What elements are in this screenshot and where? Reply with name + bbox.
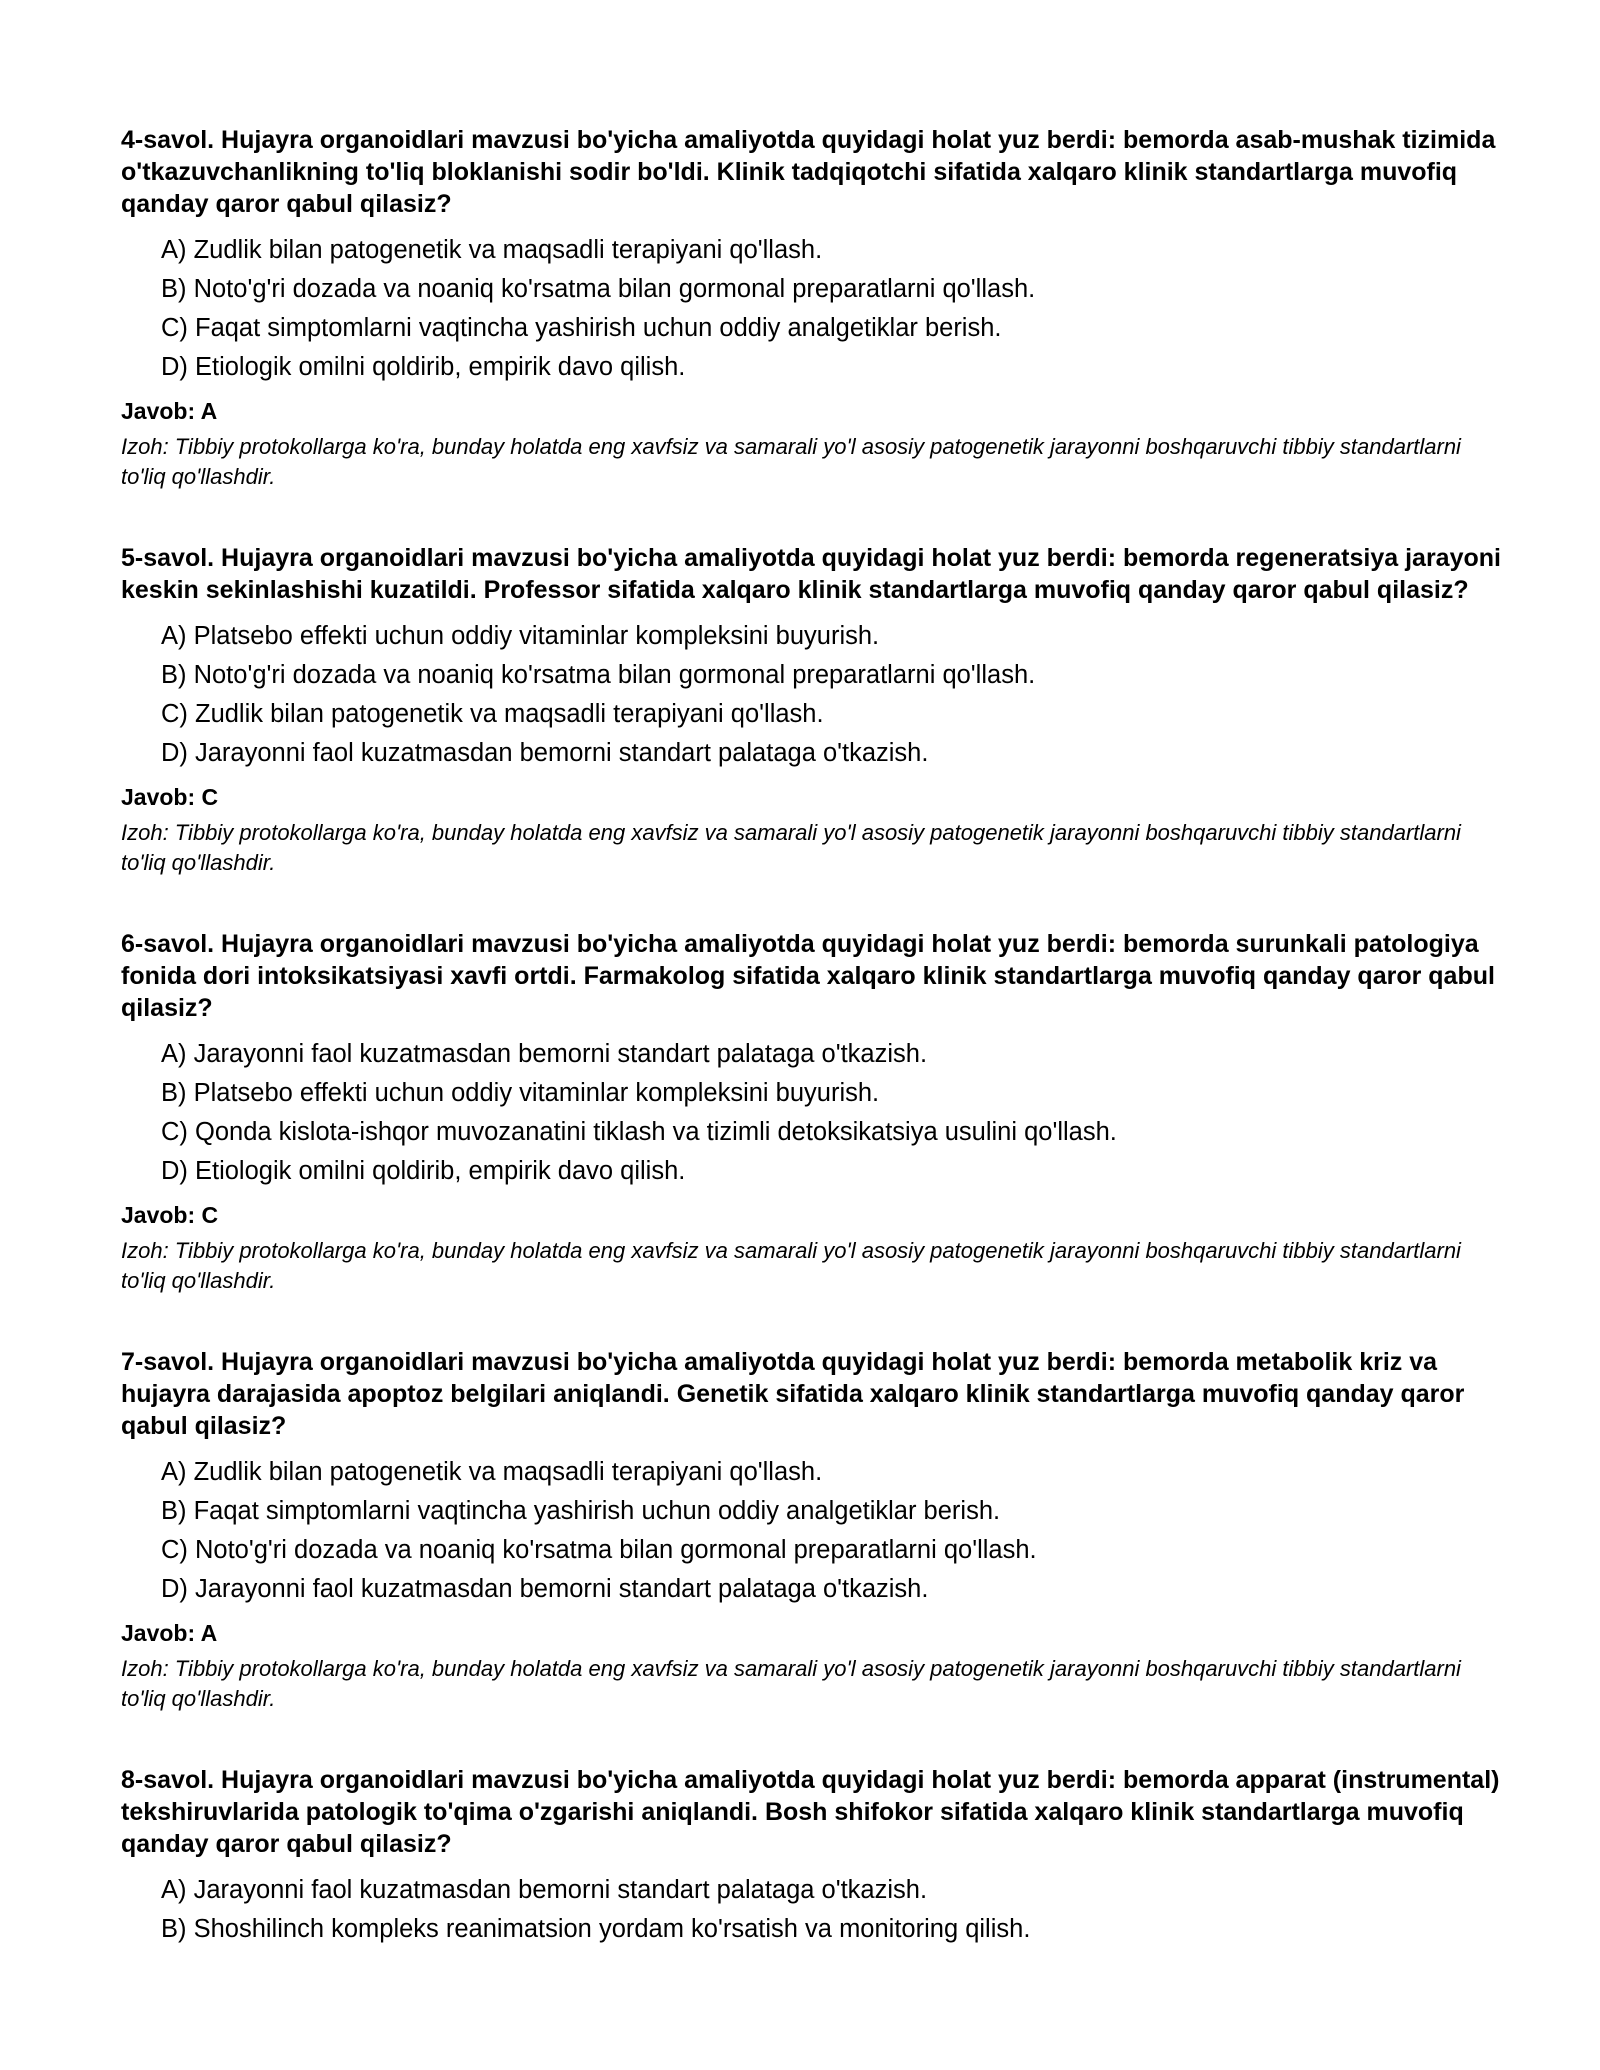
- option-list: [121, 1035, 1501, 1191]
- explanation-note: Izoh: Tibbiy protokollarga ko'ra, bunday holatda eng xavfsiz va samarali yo'l asosiy patogenetik jarayonni boshqaruvchi tibbiy standartlarni to'liq qo'llashdir.: [121, 1238, 1461, 1293]
- option-b: B) Noto'g'ri dozada va noaniq ko'rsatma bilan gormonal preparatlarni qo'llash.: [161, 275, 1036, 303]
- option-a: A) Zudlik bilan patogenetik va maqsadli terapiyani qo'llash.: [161, 1458, 823, 1486]
- option-list: [121, 231, 1501, 387]
- option-a: A) Jarayonni faol kuzatmasdan bemorni standart palataga o'tkazish.: [161, 1040, 928, 1068]
- question-title: 4-savol. Hujayra organoidlari mavzusi bo'yicha amaliyotda quyidagi holat yuz berdi: bemorda asab-mushak tizimida o'tkazuvchanlikning to'liq bloklanishi sodir bo'ldi. Klinik tadqiqotchi sifatida xalqaro klinik standartlarga muvofiq qanday qaror qabul qilasiz?: [121, 126, 1496, 218]
- option-d: D) Etiologik omilni qoldirib, empirik davo qilish.: [161, 1157, 686, 1185]
- option-c: C) Zudlik bilan patogenetik va maqsadli terapiyani qo'llash.: [161, 700, 824, 728]
- option-c: C) Faqat simptomlarni vaqtincha yashirish uchun oddiy analgetiklar berish.: [161, 314, 1002, 342]
- explanation-note: Izoh: Tibbiy protokollarga ko'ra, bunday holatda eng xavfsiz va samarali yo'l asosiy patogenetik jarayonni boshqaruvchi tibbiy standartlarni to'liq qo'llashdir.: [121, 1656, 1461, 1711]
- explanation-note: Izoh: Tibbiy protokollarga ko'ra, bunday holatda eng xavfsiz va samarali yo'l asosiy patogenetik jarayonni boshqaruvchi tibbiy standartlarni to'liq qo'llashdir.: [121, 434, 1461, 489]
- question-5: [121, 542, 1501, 878]
- answer-label: Javob: A: [121, 398, 218, 424]
- answer-label: Javob: A: [121, 1620, 218, 1646]
- option-b: B) Faqat simptomlarni vaqtincha yashirish uchun oddiy analgetiklar berish.: [161, 1497, 1001, 1525]
- option-list: [121, 1453, 1501, 1609]
- option-b: B) Shoshilinch kompleks reanimatsion yordam ko'rsatish va monitoring qilish.: [161, 1915, 1031, 1943]
- option-b: B) Noto'g'ri dozada va noaniq ko'rsatma bilan gormonal preparatlarni qo'llash.: [161, 661, 1036, 689]
- option-a: A) Zudlik bilan patogenetik va maqsadli terapiyani qo'llash.: [161, 236, 823, 264]
- question-7: [121, 1346, 1501, 1714]
- explanation-note: Izoh: Tibbiy protokollarga ko'ra, bunday holatda eng xavfsiz va samarali yo'l asosiy patogenetik jarayonni boshqaruvchi tibbiy standartlarni to'liq qo'llashdir.: [121, 820, 1461, 875]
- question-title: 6-savol. Hujayra organoidlari mavzusi bo'yicha amaliyotda quyidagi holat yuz berdi: bemorda surunkali patologiya fonida dori intoksikatsiyasi xavfi ortdi. Farmakolog sifatida xalqaro klinik standartlarga muvofiq qanday qaror qabul qilasiz?: [121, 930, 1495, 1022]
- question-title: 8-savol. Hujayra organoidlari mavzusi bo'yicha amaliyotda quyidagi holat yuz berdi: bemorda apparat (instrumental) tekshiruvlarida patologik to'qima o'zgarishi aniqlandi. Bosh shifokor sifatida xalqaro klinik standartlarga muvofiq qanday qaror qabul qilasiz?: [121, 1766, 1500, 1858]
- question-title: 7-savol. Hujayra organoidlari mavzusi bo'yicha amaliyotda quyidagi holat yuz berdi: bemorda metabolik kriz va hujayra darajasida apoptoz belgilari aniqlandi. Genetik sifatida xalqaro klinik standartlarga muvofiq qanday qaror qabul qilasiz?: [121, 1348, 1465, 1440]
- question-4: [121, 124, 1501, 492]
- option-a: A) Platsebo effekti uchun oddiy vitaminlar kompleksini buyurish.: [161, 622, 880, 650]
- option-b: B) Platsebo effekti uchun oddiy vitaminlar kompleksini buyurish.: [161, 1079, 880, 1107]
- option-list: [121, 1871, 1501, 1949]
- option-d: D) Etiologik omilni qoldirib, empirik davo qilish.: [161, 353, 686, 381]
- option-c: C) Qonda kislota-ishqor muvozanatini tiklash va tizimli detoksikatsiya usulini qo'llash.: [161, 1118, 1117, 1146]
- option-list: [121, 617, 1501, 773]
- option-c: C) Noto'g'ri dozada va noaniq ko'rsatma bilan gormonal preparatlarni qo'llash.: [161, 1536, 1037, 1564]
- document-page: [121, 124, 1501, 1999]
- answer-label: Javob: C: [121, 784, 219, 810]
- option-a: A) Jarayonni faol kuzatmasdan bemorni standart palataga o'tkazish.: [161, 1876, 928, 1904]
- option-d: D) Jarayonni faol kuzatmasdan bemorni standart palataga o'tkazish.: [161, 1575, 929, 1603]
- question-8: [121, 1764, 1501, 1949]
- question-6: [121, 928, 1501, 1296]
- option-d: D) Jarayonni faol kuzatmasdan bemorni standart palataga o'tkazish.: [161, 739, 929, 767]
- question-title: 5-savol. Hujayra organoidlari mavzusi bo'yicha amaliyotda quyidagi holat yuz berdi: bemorda regeneratsiya jarayoni keskin sekinlashishi kuzatildi. Professor sifatida xalqaro klinik standartlarga muvofiq qanday qaror qabul qilasiz?: [121, 544, 1501, 604]
- answer-label: Javob: C: [121, 1202, 219, 1228]
